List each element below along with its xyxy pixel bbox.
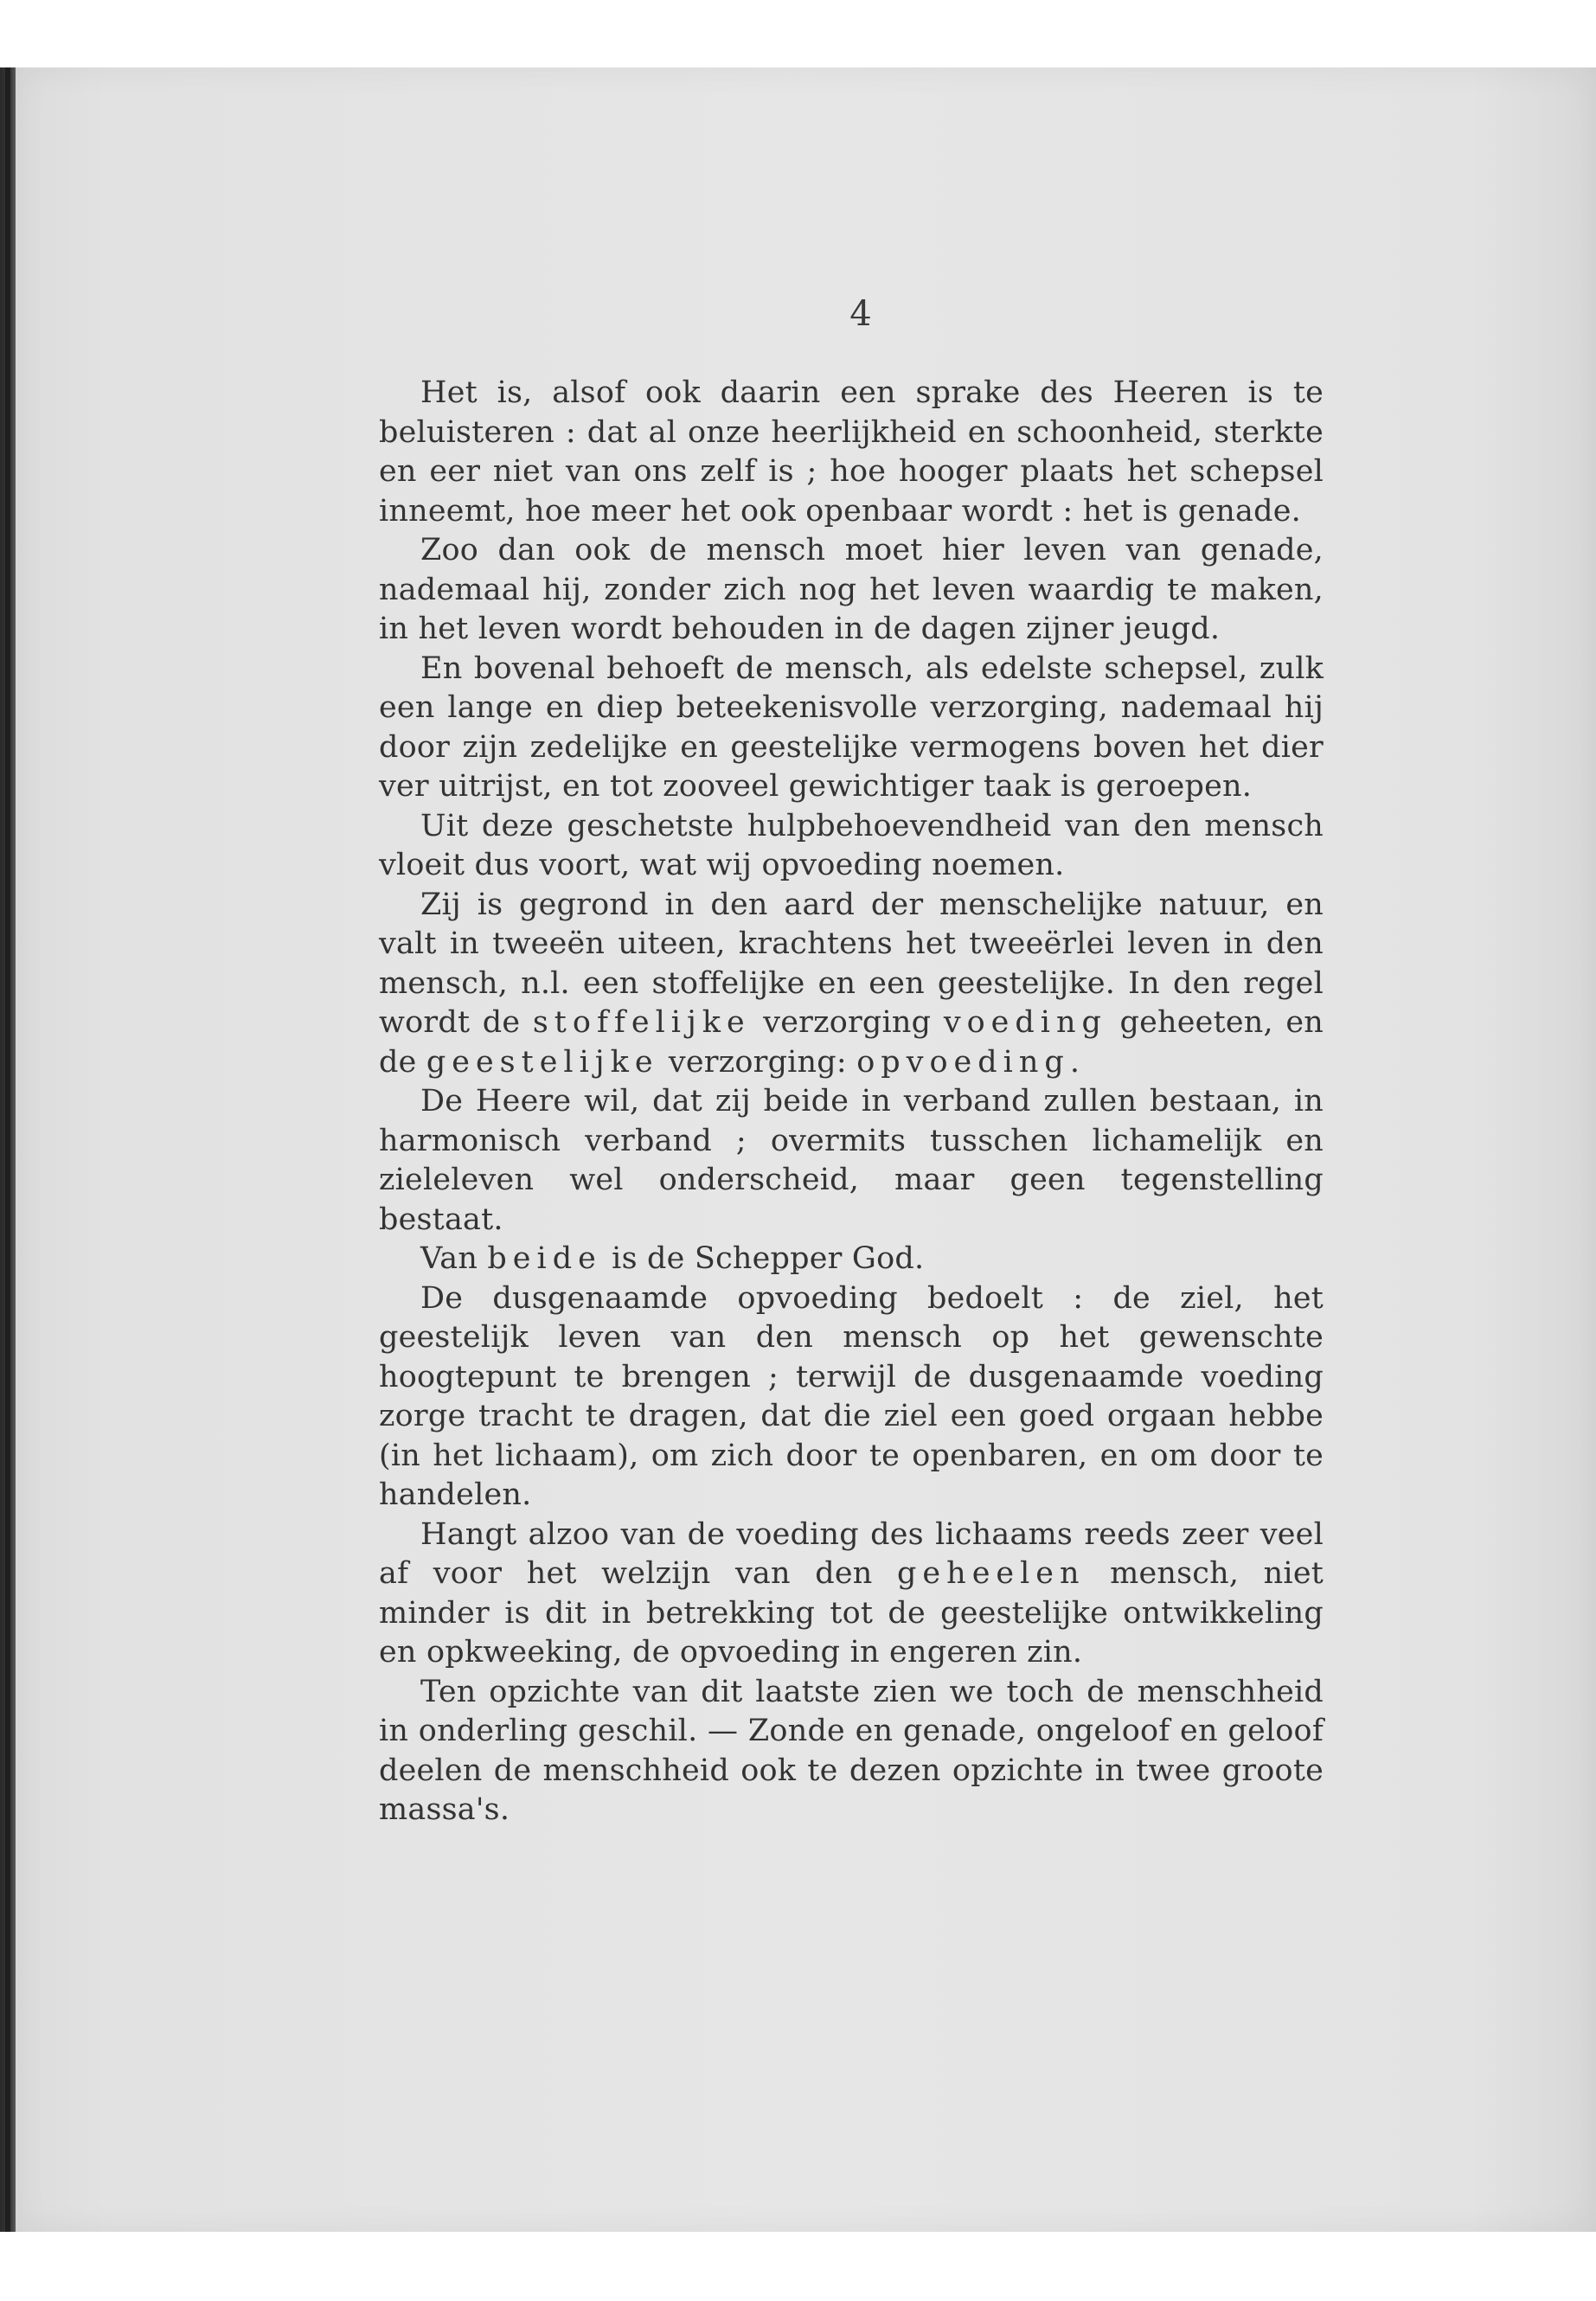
paragraph-7 <box>379 1240 1324 1279</box>
paragraph-3: En bovenal behoeft de mensch, als edelste schepsel, zulk een lange en diep beteekenisvolle verzorging, nademaal hij door zijn zedelijke en geestelijke vermogens boven het dier ver uitrijst, en tot zooveel gewichtiger taak is geroepen. <box>379 651 1324 804</box>
paragraph-2: Zoo dan ook de mensch moet hier leven van genade, nademaal hij, zonder zich nog het leven waardig te maken, in het leven wordt behouden in de dagen zijner jeugd. <box>379 533 1324 646</box>
paragraph-5-text: Zij is gegrond in den aard der menschelijke natuur, en valt in tweeën uiteen, krachtens het tweeërlei leven in den mensch, n.l. een stoffelijke en een geestelijke. In den regel wordt de <box>379 887 1324 1040</box>
spaced-word-voeding: voeding <box>943 1005 1107 1040</box>
paragraph-5-text: verzorging <box>750 1005 944 1040</box>
paragraph-8: De dusgenaamde opvoeding bedoelt : de ziel, het geestelijk leven van den mensch op het gewenschte hoogtepunt te brengen ; terwijl de dusgenaamde voeding zorge tracht te dragen, dat die ziel een goed orgaan hebbe (in het lichaam), om zich door te openbaren, en om door te handelen. <box>379 1280 1324 1512</box>
paragraph-4: Uit deze geschetste hulpbehoevendheid van den mensch vloeit dus voort, wat wij opvoeding noemen. <box>379 808 1324 882</box>
body-text <box>379 374 1324 1830</box>
spaced-word-opvoeding: opvoeding <box>856 1044 1070 1080</box>
paragraph-5-text: geheeten, en de <box>379 1005 1324 1080</box>
paragraph-10: Ten opzichte van dit laatste zien we toch de menschheid in onderling geschil. — Zonde en genade, ongeloof en geloof deelen de menschheid ook te dezen opzichte in twee groote massa's. <box>379 1674 1324 1827</box>
paragraph-9-text: mensch, niet minder is dit in betrekking tot de geestelijke ontwikkeling en opkweeking, de opvoeding in engeren zin. <box>379 1556 1324 1670</box>
spaced-word-stoffelijke: stoffelijke <box>532 1005 751 1040</box>
spaced-word-geheelen: geheelen <box>897 1556 1086 1591</box>
page-number: 4 <box>849 294 872 334</box>
paragraph-6: De Heere wil, dat zij beide in verband zullen bestaan, in harmonisch verband ; overmits tusschen lichamelijk en zieleleven wel onderscheid, maar geen tegenstelling bestaat. <box>379 1084 1324 1237</box>
paragraph-9 <box>379 1516 1324 1673</box>
paragraph-7-text: is de Schepper God. <box>601 1241 925 1276</box>
paragraph-5 <box>379 886 1324 1083</box>
paragraph-5-text: . <box>1069 1044 1080 1080</box>
spaced-word-beide: beide <box>487 1241 602 1276</box>
paragraph-7-text: Van <box>420 1241 488 1276</box>
paragraph-9-text: Hangt alzoo van de voeding des lichaams reeds zeer veel af voor het welzijn van den <box>379 1516 1324 1591</box>
paragraph-1: Het is, alsof ook daarin een sprake des Heeren is te beluisteren : dat al onze heerlijkheid en schoonheid, sterkte en eer niet van ons zelf is ; hoe hooger plaats het schepsel inneemt, hoe meer het ook openbaar wordt : het is genade. <box>379 375 1324 529</box>
paragraph-5-text: verzorging: <box>658 1044 857 1080</box>
spaced-word-geestelijke: geestelijke <box>426 1044 659 1080</box>
